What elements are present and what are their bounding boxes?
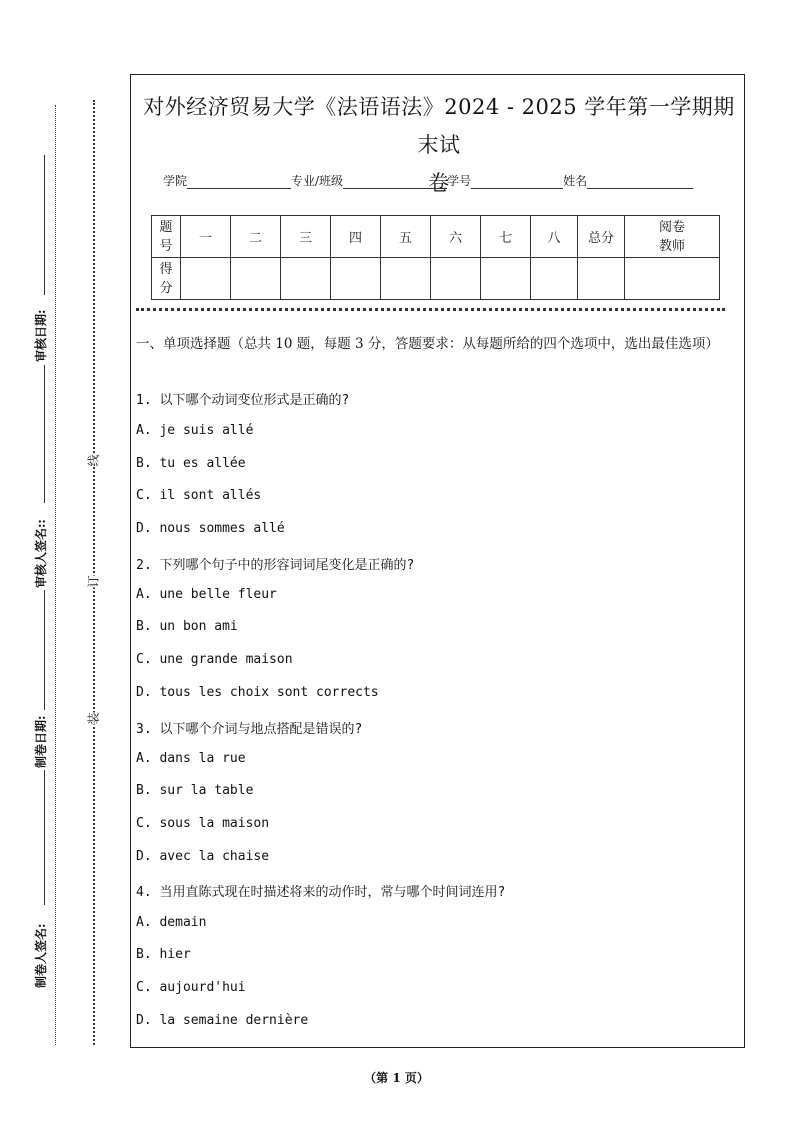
question-1-stem: 1. 以下哪个动词变位形式是正确的?: [136, 393, 350, 408]
question-2-option: C. une grande maison: [136, 652, 293, 667]
score-table: [151, 215, 720, 300]
teacher-header: 阅卷 教师: [625, 216, 720, 258]
col-4: 四: [331, 216, 381, 258]
school-label: 学院: [163, 174, 188, 188]
bind-char: 订: [86, 575, 101, 588]
question-4-option: B. hier: [136, 947, 191, 962]
col-2: 二: [231, 216, 281, 258]
review-date-line: [44, 155, 45, 295]
score-cell[interactable]: [431, 258, 481, 300]
major-blank[interactable]: [343, 174, 447, 189]
question-3-option: C. sous la maison: [136, 816, 270, 831]
score-header: 得 分: [152, 258, 181, 300]
col-8: 八: [531, 216, 578, 258]
line-char: 线: [86, 454, 101, 467]
score-cell[interactable]: [231, 258, 281, 300]
question-1-option: D. nous sommes allé: [136, 521, 285, 536]
section-1-heading: 一、单项选择题（总共 10 题，每题 3 分，答题要求：从每题所给的四个选项中，选出最佳选项）: [136, 336, 719, 352]
question-3-option: B. sur la table: [136, 783, 254, 798]
col-6: 六: [431, 216, 481, 258]
question-4-option: A. demain: [136, 915, 207, 930]
question-3-stem: 3. 以下哪个介词与地点搭配是错误的?: [136, 722, 363, 737]
name-blank[interactable]: [587, 174, 693, 189]
name-label: 姓名: [563, 174, 588, 188]
question-4-stem: 4. 当用直陈式现在时描述将来的动作时，常与哪个时间词连用?: [136, 885, 506, 900]
make-date-label: 制卷日期:: [34, 715, 48, 768]
question-1-option: B. tu es allée: [136, 456, 246, 471]
title-line-2: 卷: [428, 171, 450, 195]
reviewer-sign-label: 审核人签名::: [34, 519, 48, 588]
question-4-option: C. aujourd'hui: [136, 980, 246, 995]
score-cell[interactable]: [381, 258, 431, 300]
margin-line-outer: [55, 105, 56, 1045]
question-2-option: D. tous les choix sont corrects: [136, 685, 379, 700]
col-total: 总分: [578, 216, 625, 258]
question-1-option: C. il sont allés: [136, 488, 262, 503]
score-cell[interactable]: [331, 258, 381, 300]
question-1-option: A. je suis allé: [136, 423, 254, 438]
col-1: 一: [181, 216, 231, 258]
reviewer-sign-line: [44, 365, 45, 503]
score-cell[interactable]: [531, 258, 578, 300]
separator-dotted: [136, 308, 725, 311]
student-id-blank[interactable]: [471, 174, 563, 189]
score-cell[interactable]: [281, 258, 331, 300]
question-2-option: A. une belle fleur: [136, 587, 277, 602]
score-cell[interactable]: [481, 258, 531, 300]
maker-sign-line: [44, 770, 45, 905]
binding-line: [93, 100, 95, 1045]
school-blank[interactable]: [187, 174, 291, 189]
question-2-stem: 2. 下列哪个句子中的形容词词尾变化是正确的?: [136, 558, 415, 573]
score-cell[interactable]: [181, 258, 231, 300]
student-info-row: [163, 172, 723, 189]
maker-sign-label: 制卷人签名:: [34, 923, 48, 988]
col-3: 三: [281, 216, 331, 258]
question-2-option: B. un bon ami: [136, 619, 238, 634]
question-3-option: A. dans la rue: [136, 751, 246, 766]
major-label: 专业/班级: [291, 174, 344, 188]
make-date-line: [44, 590, 45, 710]
review-date-label: 审核日期:: [34, 309, 48, 362]
install-char: 装: [86, 712, 101, 725]
title-line-1: 对外经济贸易大学《法语语法》2024 - 2025 学年第一学期期末试: [143, 95, 735, 157]
question-3-option: D. avec la chaise: [136, 849, 270, 864]
col-5: 五: [381, 216, 431, 258]
page-number: （第 1 页）: [364, 1071, 429, 1085]
student-id-label: 学号: [447, 174, 472, 188]
question-4-option: D. la semaine dernière: [136, 1013, 309, 1028]
teacher-cell[interactable]: [625, 258, 720, 300]
col-7: 七: [481, 216, 531, 258]
score-cell[interactable]: [578, 258, 625, 300]
question-number-header: 题 号: [152, 216, 181, 258]
